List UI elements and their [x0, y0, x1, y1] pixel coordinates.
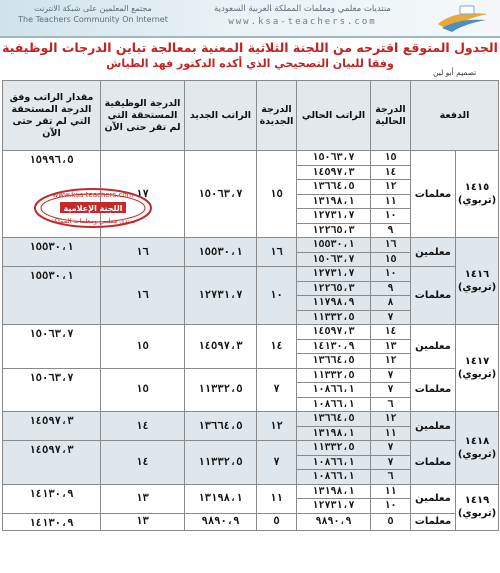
table-row	[3, 441, 499, 456]
media-committee-stamp	[32, 186, 154, 230]
batch-year: ١٤١٧	[464, 356, 490, 367]
stamp-committee: اللجنة الإعلامية	[63, 204, 123, 213]
owed-grade-cell: ١٣	[101, 484, 185, 513]
new-salary-cell: ٩٨٩٠،٩	[185, 513, 257, 530]
owed-grade-cell: ١٤	[101, 412, 185, 441]
owed-grade-cell: ١٣	[101, 513, 185, 530]
current-grade-cell: ١٠	[371, 267, 411, 282]
col-new-grade: الدرجة الجديدة	[257, 81, 297, 151]
current-grade-cell: ٦	[371, 397, 411, 412]
current-salary-cell: ١٣١٩٨،١	[297, 194, 371, 209]
current-grade-cell: ١٤	[371, 325, 411, 340]
gender-cell: معلمين	[411, 325, 456, 369]
batch-year-cell	[456, 412, 499, 485]
current-grade-cell: ١١	[371, 194, 411, 209]
gender-cell: معلمين	[411, 412, 456, 441]
col-owed-grade: الدرجة الوظيفية المستحقة التي لم تقر حتى الآن	[101, 81, 185, 151]
current-grade-cell: ٧	[371, 383, 411, 398]
current-grade-cell: ١٢	[371, 354, 411, 369]
current-salary-cell: ٩٨٩٠،٩	[297, 513, 371, 530]
table-row	[3, 368, 499, 383]
site-banner	[0, 0, 500, 38]
current-salary-cell: ١١٣٣٢،٥	[297, 310, 371, 325]
new-grade-cell: ٥	[257, 513, 297, 530]
owed-amount-cell: ١٥٩٩٦،٥	[3, 151, 101, 238]
current-grade-cell: ٨	[371, 296, 411, 311]
current-grade-cell: ٩	[371, 281, 411, 296]
table-row	[3, 412, 499, 427]
batch-year-cell	[456, 325, 499, 412]
new-grade-cell: ٧	[257, 441, 297, 485]
current-salary-cell: ١١٧٩٨،٩	[297, 296, 371, 311]
table-row	[3, 513, 499, 530]
community-tagline	[8, 3, 178, 25]
current-salary-cell: ١٢٧٣١،٧	[297, 209, 371, 224]
owed-grade-cell: ١٦	[101, 267, 185, 325]
gender-cell: معلمات	[411, 441, 456, 485]
current-salary-cell: ١٢٢٦٥،٣	[297, 223, 371, 238]
table-row	[3, 267, 499, 282]
current-salary-cell: ١١٣٣٢،٥	[297, 368, 371, 383]
current-grade-cell: ١٢	[371, 180, 411, 195]
batch-label: (تربوي)	[457, 282, 497, 293]
current-grade-cell: ١٣	[371, 339, 411, 354]
new-grade-cell: ١٦	[257, 238, 297, 267]
page-title: الجدول المتوقع اقترحه من اللجنة الثلاثية المعنية بمعالجة تباين الدرجات الوظيفية	[2, 40, 498, 55]
current-grade-cell: ٧	[371, 368, 411, 383]
owed-amount-cell: ١٤٥٩٧،٣	[3, 412, 101, 441]
batch-year: ١٤١٩	[464, 495, 490, 506]
owed-amount-cell: ١٥٥٣٠،١	[3, 238, 101, 267]
current-salary-cell: ١١٣٣٢،٥	[297, 441, 371, 456]
batch-year: ١٤١٨	[464, 435, 490, 447]
new-grade-cell: ٧	[257, 368, 297, 412]
gender-cell: معلمات	[411, 151, 456, 238]
community-tagline-ar: مجتمع المعلمين على شبكة الانترنت	[34, 4, 152, 13]
new-salary-cell: ١١٣٣٢،٥	[185, 368, 257, 412]
owed-amount-cell: ١٤١٣٠،٩	[3, 484, 101, 513]
col-current-grade: الدرجة الحالية	[371, 81, 411, 151]
table-row	[3, 484, 499, 499]
current-grade-cell: ١١	[371, 484, 411, 499]
batch-year-cell	[456, 238, 499, 325]
current-salary-cell: ١٣٦٦٤،٥	[297, 412, 371, 427]
owed-amount-cell: ١٤١٣٠،٩	[3, 513, 101, 530]
current-grade-cell: ١٦	[371, 238, 411, 253]
current-salary-cell: ١٣٦٦٤،٥	[297, 354, 371, 369]
community-tagline-en: The Teachers Community On Internet	[18, 15, 168, 24]
current-salary-cell: ١٠٨٦٦،١	[297, 397, 371, 412]
col-current-salary: الراتب الحالي	[297, 81, 371, 151]
stamp-forum: منتدى معلمي ومعلمات المملكة	[50, 217, 136, 225]
batch-label: (تربوي)	[457, 195, 497, 206]
current-grade-cell: ٩	[371, 223, 411, 238]
page-subtitle: وفقا للبيان التصحيحي الذي أكده الدكتور فهد الطياش	[106, 57, 394, 70]
current-grade-cell: ١٥	[371, 252, 411, 267]
owed-grade-cell: ١٧	[101, 151, 185, 238]
table-row	[3, 151, 499, 166]
table-row	[3, 238, 499, 253]
current-salary-cell: ١٤٥٩٧،٣	[297, 165, 371, 180]
new-salary-cell: ١٣٦٦٤،٥	[185, 412, 257, 441]
owed-grade-cell: ١٥	[101, 368, 185, 412]
current-salary-cell: ١٤٥٩٧،٣	[297, 325, 371, 340]
new-grade-cell: ١٥	[257, 151, 297, 238]
batch-year: ١٤١٥	[464, 182, 490, 193]
current-grade-cell: ٦	[371, 470, 411, 485]
owed-amount-cell: ١٥٠٦٣،٧	[3, 368, 101, 412]
batch-year-cell	[456, 151, 499, 238]
new-salary-cell: ١٣١٩٨،١	[185, 484, 257, 513]
batch-label: (تربوي)	[457, 508, 497, 519]
new-grade-cell: ١٢	[257, 412, 297, 441]
current-grade-cell: ٧	[371, 455, 411, 470]
owed-amount-cell: ١٥٠٦٣،٧	[3, 325, 101, 369]
gender-cell: معلمين	[411, 238, 456, 267]
gender-cell: معلمات	[411, 513, 456, 530]
current-salary-cell: ١٠٨٦٦،١	[297, 455, 371, 470]
current-salary-cell: ١٥٠٦٣،٧	[297, 151, 371, 166]
table-row	[3, 325, 499, 340]
new-grade-cell: ١١	[257, 484, 297, 513]
current-salary-cell: ١٢٧٣١،٧	[297, 499, 371, 514]
gender-cell: معلمين	[411, 484, 456, 513]
owed-grade-cell: ١٦	[101, 238, 185, 267]
current-salary-cell: ١٥٠٦٣،٧	[297, 252, 371, 267]
current-grade-cell: ١٠	[371, 499, 411, 514]
design-credit: تصميم أبو لين	[433, 68, 477, 77]
owed-grade-cell: ١٤	[101, 441, 185, 485]
owed-amount-cell: ١٤٥٩٧،٣	[3, 441, 101, 485]
current-grade-cell: ١١	[371, 426, 411, 441]
batch-label: (تربوي)	[457, 448, 497, 460]
current-salary-cell: ١٣٦٦٤،٥	[297, 180, 371, 195]
current-grade-cell: ١٠	[371, 209, 411, 224]
table-header-row	[3, 81, 499, 151]
col-new-salary: الراتب الجديد	[185, 81, 257, 151]
new-salary-cell: ١٢٧٣١،٧	[185, 267, 257, 325]
current-grade-cell: ١٥	[371, 151, 411, 166]
grades-table	[2, 80, 499, 531]
owed-amount-cell: ١٥٥٣٠،١	[3, 267, 101, 325]
col-owed-amount: مقدار الراتب وفق الدرجة المستحقة التي لم تقر حتى الآن	[3, 81, 101, 151]
current-salary-cell: ١٣١٩٨،١	[297, 426, 371, 441]
current-salary-cell: ١٢٧٣١،٧	[297, 267, 371, 282]
gender-cell: معلمات	[411, 368, 456, 412]
current-salary-cell: ١٣١٩٨،١	[297, 484, 371, 499]
owed-grade-cell: ١٥	[101, 325, 185, 369]
site-url[interactable]: www.ksa-teachers.com	[228, 17, 377, 27]
batch-year-cell	[456, 484, 499, 530]
current-salary-cell: ١٢٢٦٥،٣	[297, 281, 371, 296]
current-grade-cell: ١٤	[371, 165, 411, 180]
current-salary-cell: ١٤١٣٠،٩	[297, 339, 371, 354]
stamp-site: www.ksa-teachers.com	[52, 191, 134, 199]
batch-label: (تربوي)	[457, 369, 497, 380]
new-salary-cell: ١٤٥٩٧،٣	[185, 325, 257, 369]
new-salary-cell: ١٥٠٦٣،٧	[185, 151, 257, 238]
col-batch: الدفعة	[411, 81, 499, 151]
new-salary-cell: ١١٣٣٢،٥	[185, 441, 257, 485]
current-salary-cell: ١٠٨٦٦،١	[297, 383, 371, 398]
new-salary-cell: ١٥٥٣٠،١	[185, 238, 257, 267]
current-salary-cell: ١٥٥٣٠،١	[297, 238, 371, 253]
site-logo-icon	[434, 4, 492, 34]
current-grade-cell: ١٢	[371, 412, 411, 427]
current-grade-cell: ٧	[371, 310, 411, 325]
gender-cell: معلمات	[411, 267, 456, 325]
current-salary-cell: ١٠٨٦٦،١	[297, 470, 371, 485]
new-grade-cell: ١٤	[257, 325, 297, 369]
forum-title: منتديات معلمي ومعلمات المملكة العربية السعودية	[214, 4, 391, 14]
forum-title-block	[185, 3, 420, 29]
new-grade-cell: ١٠	[257, 267, 297, 325]
current-grade-cell: ٥	[371, 513, 411, 530]
batch-year: ١٤١٦	[464, 269, 490, 280]
current-grade-cell: ٧	[371, 441, 411, 456]
